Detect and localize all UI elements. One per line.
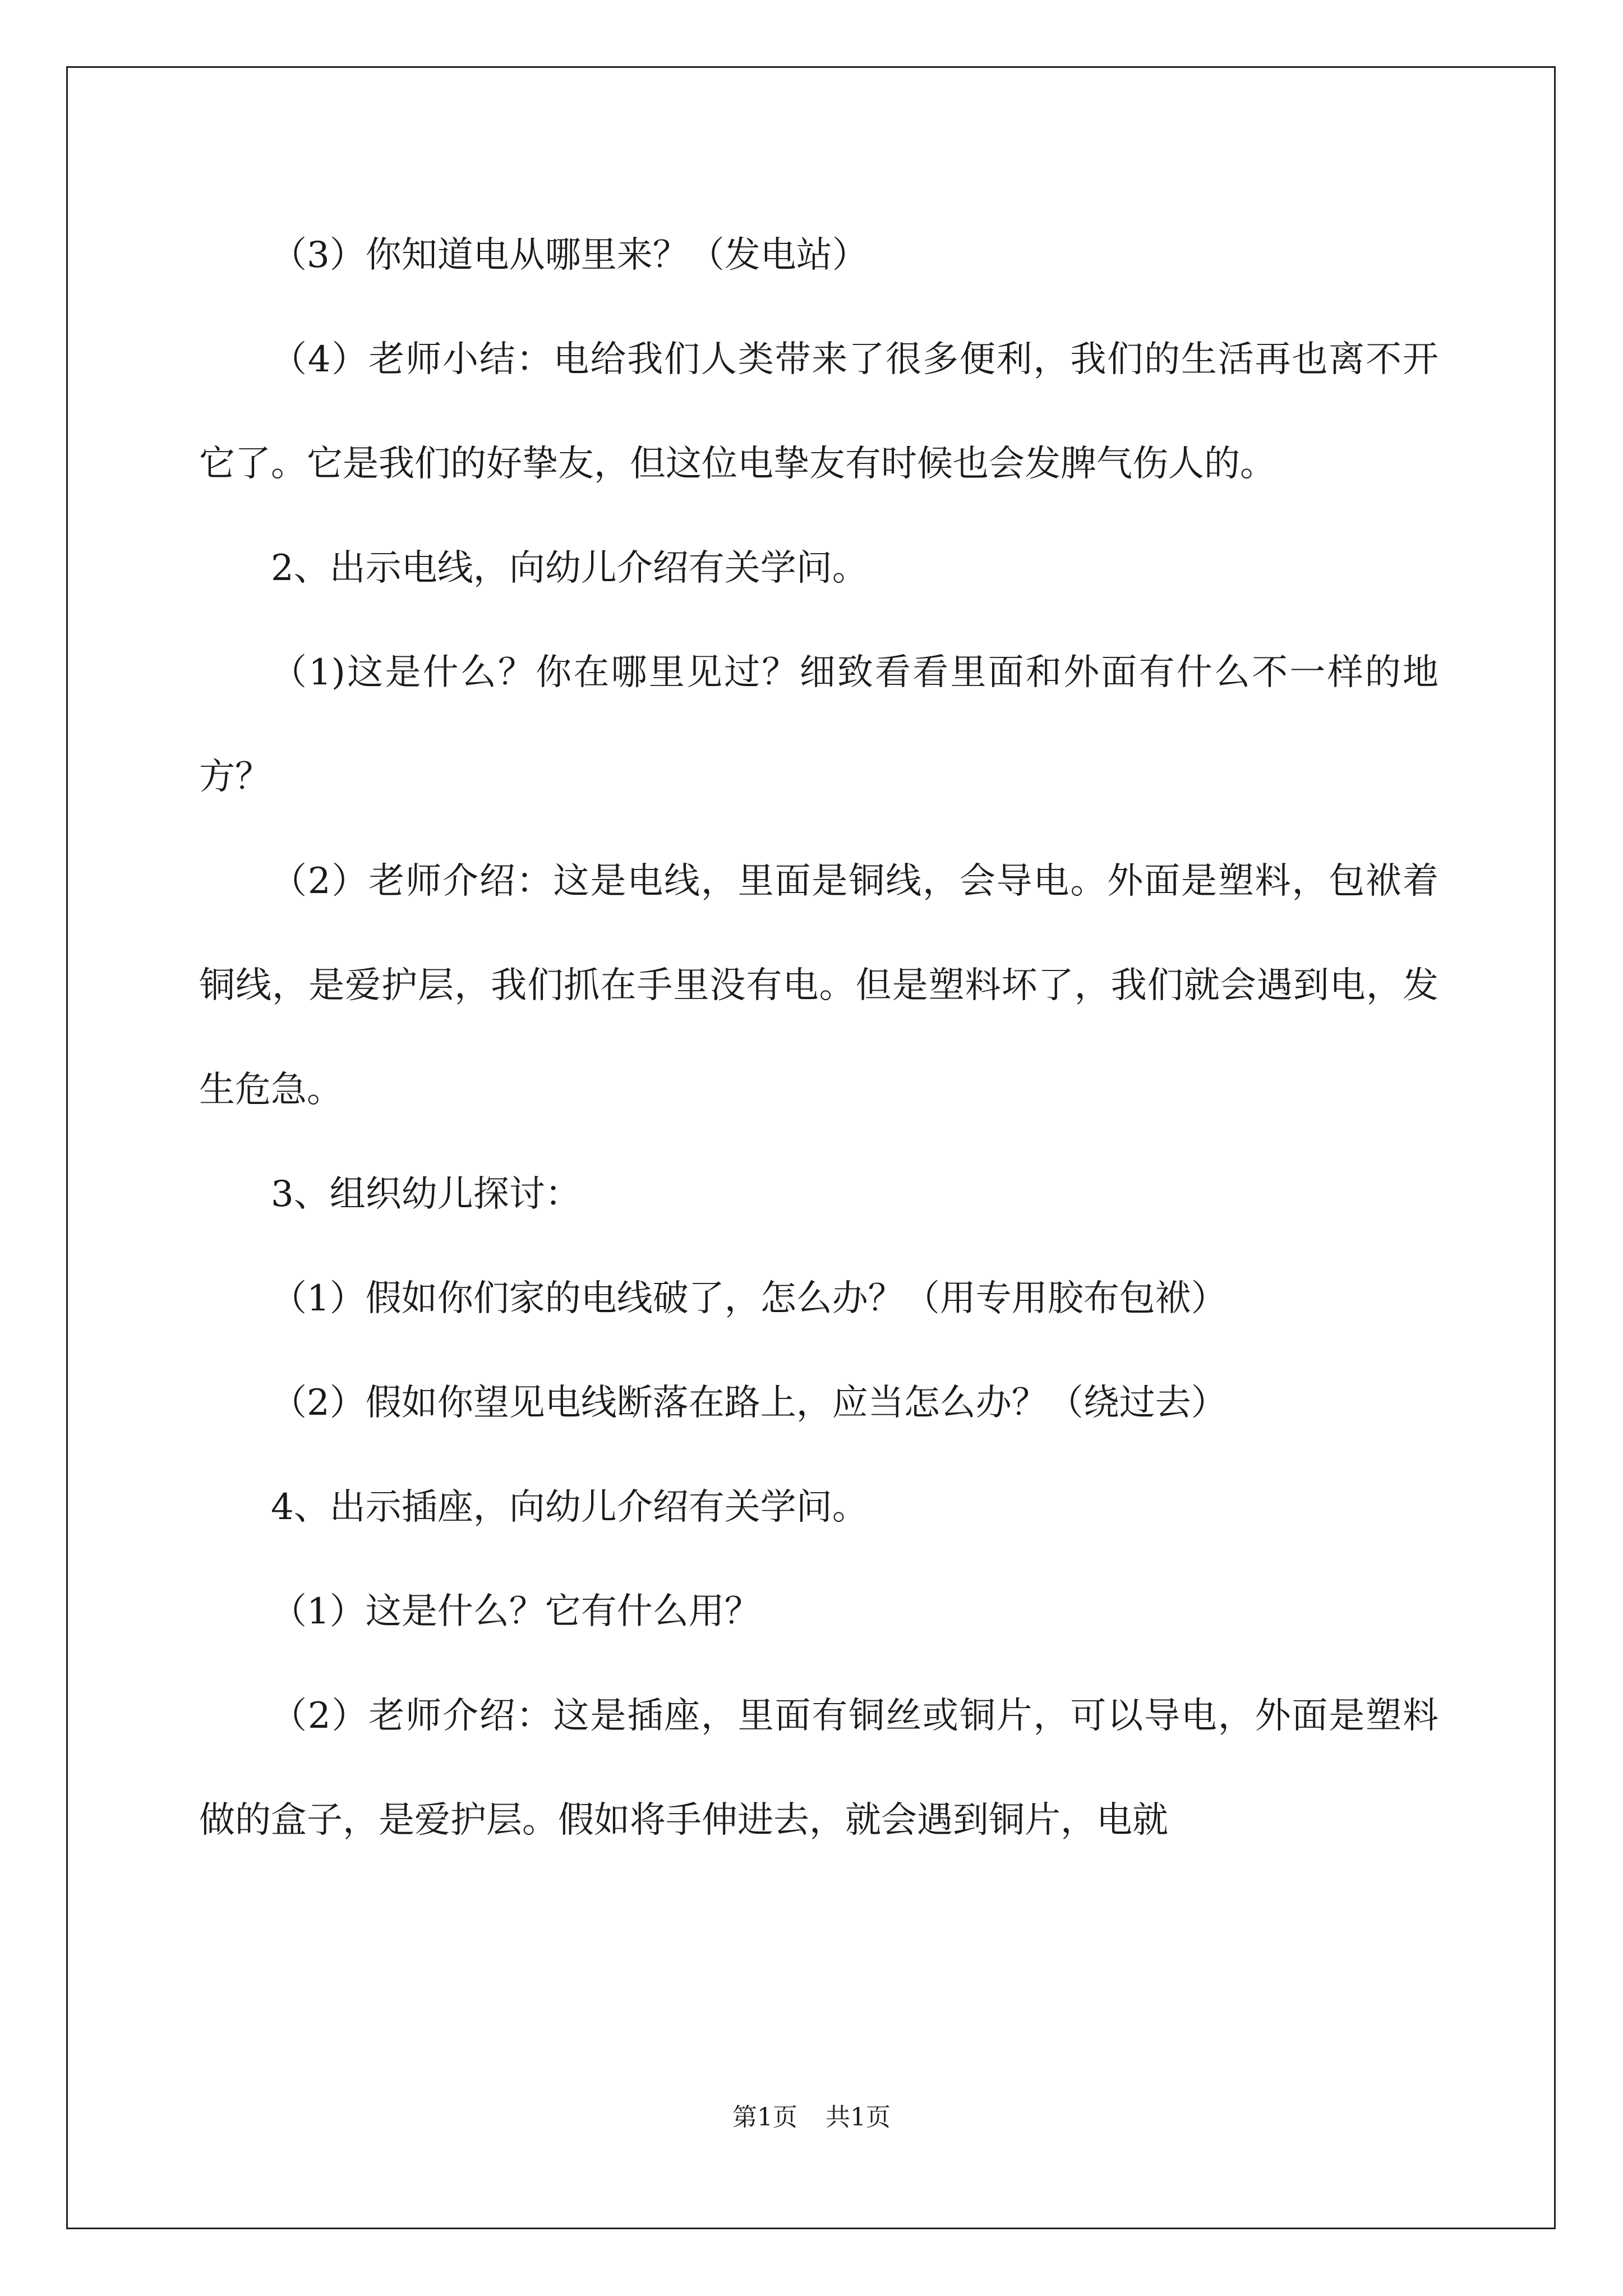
paragraph: 2、出示电线，向幼儿介绍有关学问。 bbox=[271, 547, 868, 589]
paragraph: （3）你知道电从哪里来？（发电站） bbox=[271, 234, 868, 276]
paragraph: 3、组织幼儿探讨： bbox=[271, 1174, 581, 1215]
paragraph: （1）这是什么？它有什么用？ bbox=[271, 1591, 760, 1632]
paragraph: （4）老师小结：电给我们人类带来了很多便利，我们的生活再也离不开它了。它是我们的好挚友，但这位电挚友有时候也会发脾气伤人的。 bbox=[199, 339, 1438, 485]
paragraph: （2）假如你望见电线断落在路上，应当怎么办？（绕过去） bbox=[271, 1382, 1227, 1424]
page-footer bbox=[0, 2101, 1623, 2134]
paragraph: （2）老师介绍：这是电线，里面是铜线，会导电。外面是塑料，包袱着铜线，是爱护层，我们抓在手里没有电。但是塑料坏了，我们就会遇到电，发生危急。 bbox=[199, 861, 1438, 1111]
page-total: 共1页 bbox=[826, 2103, 891, 2132]
page-number: 第1页 bbox=[732, 2103, 797, 2132]
document-body bbox=[199, 203, 1438, 1872]
paragraph: （1)这是什么？你在哪里见过？细致看看里面和外面有什么不一样的地方？ bbox=[199, 652, 1438, 798]
paragraph: （1）假如你们家的电线破了，怎么办？（用专用胶布包袱） bbox=[271, 1278, 1227, 1319]
paragraph: （2）老师介绍：这是插座，里面有铜丝或铜片，可以导电，外面是塑料做的盒子，是爱护层。假如将手伸进去，就会遇到铜片，电就 bbox=[199, 1695, 1438, 1841]
paragraph: 4、出示插座，向幼儿介绍有关学问。 bbox=[271, 1487, 868, 1528]
